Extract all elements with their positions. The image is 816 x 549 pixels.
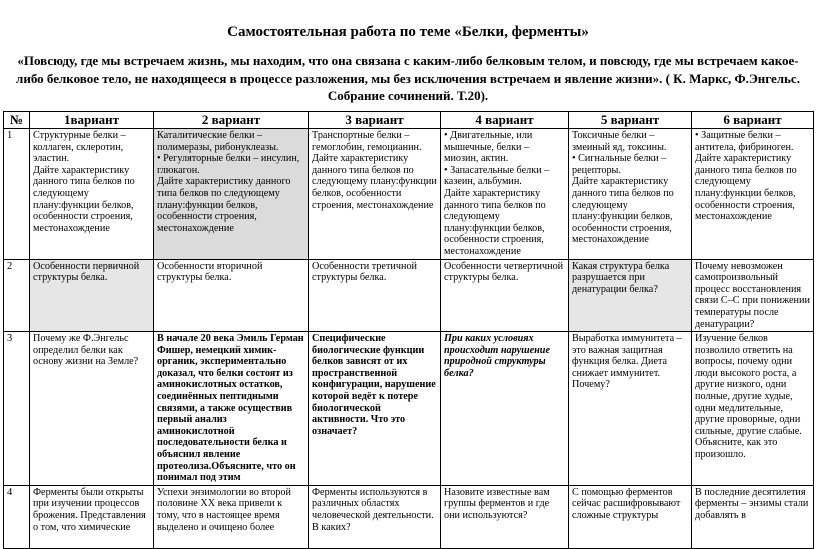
table-cell: Особенности вторичной структуры белка.: [154, 259, 309, 332]
row-number: 1: [4, 129, 30, 260]
header-row: [4, 112, 814, 129]
table-cell: Каталитические белки – полимеразы, рибонуклеазы. • Регуляторные белки – инсулин, глюкагон. Дайте характеристику данного типа белков по следующему плану:функции белков, особенности строения, местонахождение: [154, 129, 309, 260]
header-variant-3: 3 вариант: [309, 112, 441, 129]
table-cell: Специфические биологические функции белков зависят от их пространственной конфигурации, нарушение которой ведёт к потере биологической активности. Что это означает?: [309, 332, 441, 486]
page-title: Самостоятельная работа по теме «Белки, ферменты»: [227, 24, 589, 40]
epigraph-quote: «Повсюду, где мы встречаем жизнь, мы находим, что она связана с каким-либо белковым телом, и повсюду, где мы встречаем какое-либо белковое тело, не находящееся в процессе разложения, мы без исключения встречаем и явление жизни». ( К. Маркс, Ф.Энгельс. Собрание сочинений. Т.20).: [16, 53, 800, 103]
assignment-table: [3, 111, 814, 549]
table-cell: В последние десятилетия ферменты – энзимы стали добавлять в: [692, 485, 814, 548]
table-cell: Почему же Ф.Энгельс определил белки как основу жизни на Земле?: [30, 332, 154, 486]
table-cell: Ферменты были открыты при изучении процессов брожения. Представления о том, что химические: [30, 485, 154, 548]
table-row: [4, 259, 814, 332]
header-variant-1: 1вариант: [30, 112, 154, 129]
header-variant-6: 6 вариант: [692, 112, 814, 129]
table-cell: С помощью ферментов сейчас расшифровывают сложные структуры: [569, 485, 692, 548]
table-row: [4, 485, 814, 548]
table-cell: Почему невозможен самопроизвольный процесс восстановления связи С–С при понижении температуры после денатурации?: [692, 259, 814, 332]
table-row: [4, 332, 814, 486]
table-cell: Какая структура белка разрушается при денатурации белка?: [569, 259, 692, 332]
table-cell: Особенности четвертичной структуры белка.: [441, 259, 569, 332]
row-number: 4: [4, 485, 30, 548]
table-row: [4, 129, 814, 260]
table-cell: Структурные белки – коллаген, склеротин, эластин. Дайте характеристику данного типа белков по следующему плану:функции белков, особенности строения, местонахождение: [30, 129, 154, 260]
header-variant-5: 5 вариант: [569, 112, 692, 129]
row-number: 2: [4, 259, 30, 332]
header-variant-4: 4 вариант: [441, 112, 569, 129]
header-number: №: [4, 112, 30, 129]
table-cell: В начале 20 века Эмиль Герман Фишер, немецкий химик-органик, экспериментально доказал, что белки состоят из аминокислотных остатков, соединённых пептидными связями, а также осуществив первый анализ аминокислотной последовательности белка и объяснил явление протеолиза.Объясните, что он понимал под этим: [154, 332, 309, 486]
table-cell: Выработка иммунитета – это важная защитная функция белка. Диета снижает иммунитет. Почему?: [569, 332, 692, 486]
table-cell: Назовите известные вам группы ферментов и где они используются?: [441, 485, 569, 548]
header-variant-2: 2 вариант: [154, 112, 309, 129]
table-cell: • Защитные белки – антитела, фибриноген. Дайте характеристику данного типа белков по следующему плану:функции белков, особенности строения, местонахождение: [692, 129, 814, 260]
table-cell: Изучение белков позволило ответить на вопросы, почему одни люди высокого роста, а другие низкого, одни полные, другие худые, одни медлительные, другие проворные, одни сильные, другие слабые. Объясните, как это произошло.: [692, 332, 814, 486]
table-cell: Токсичные белки – змеиный яд, токсины. • Сигнальные белки – рецепторы. Дайте характеристику данного типа белков по следующему плану:функции белков, особенности строения, местонахождение: [569, 129, 692, 260]
table-cell: Ферменты используются в различных областях человеческой деятельности. В каких?: [309, 485, 441, 548]
table-cell: Особенности третичной структуры белка.: [309, 259, 441, 332]
table-cell: Успехи энзимологии во второй половине XX века привели к тому, что в настоящее время выделено и очищено более: [154, 485, 309, 548]
row-number: 3: [4, 332, 30, 486]
table-cell: При каких условиях происходит нарушение природной структуры белка?: [441, 332, 569, 486]
table-cell: • Двигательные, или мышечные, белки – миозин, актин. • Запасательные белки – казеин, альбумин. Дайте характеристику данного типа белков по следующему плану:функции белков, особенности строения, местонахождение: [441, 129, 569, 260]
table-cell: Особенности первичной структуры белка.: [30, 259, 154, 332]
table-cell: Транспортные белки – гемоглобин, гемоцианин. Дайте характеристику данного типа белков по следующему плану:функции белков, особенности строения, местонахождение: [309, 129, 441, 260]
